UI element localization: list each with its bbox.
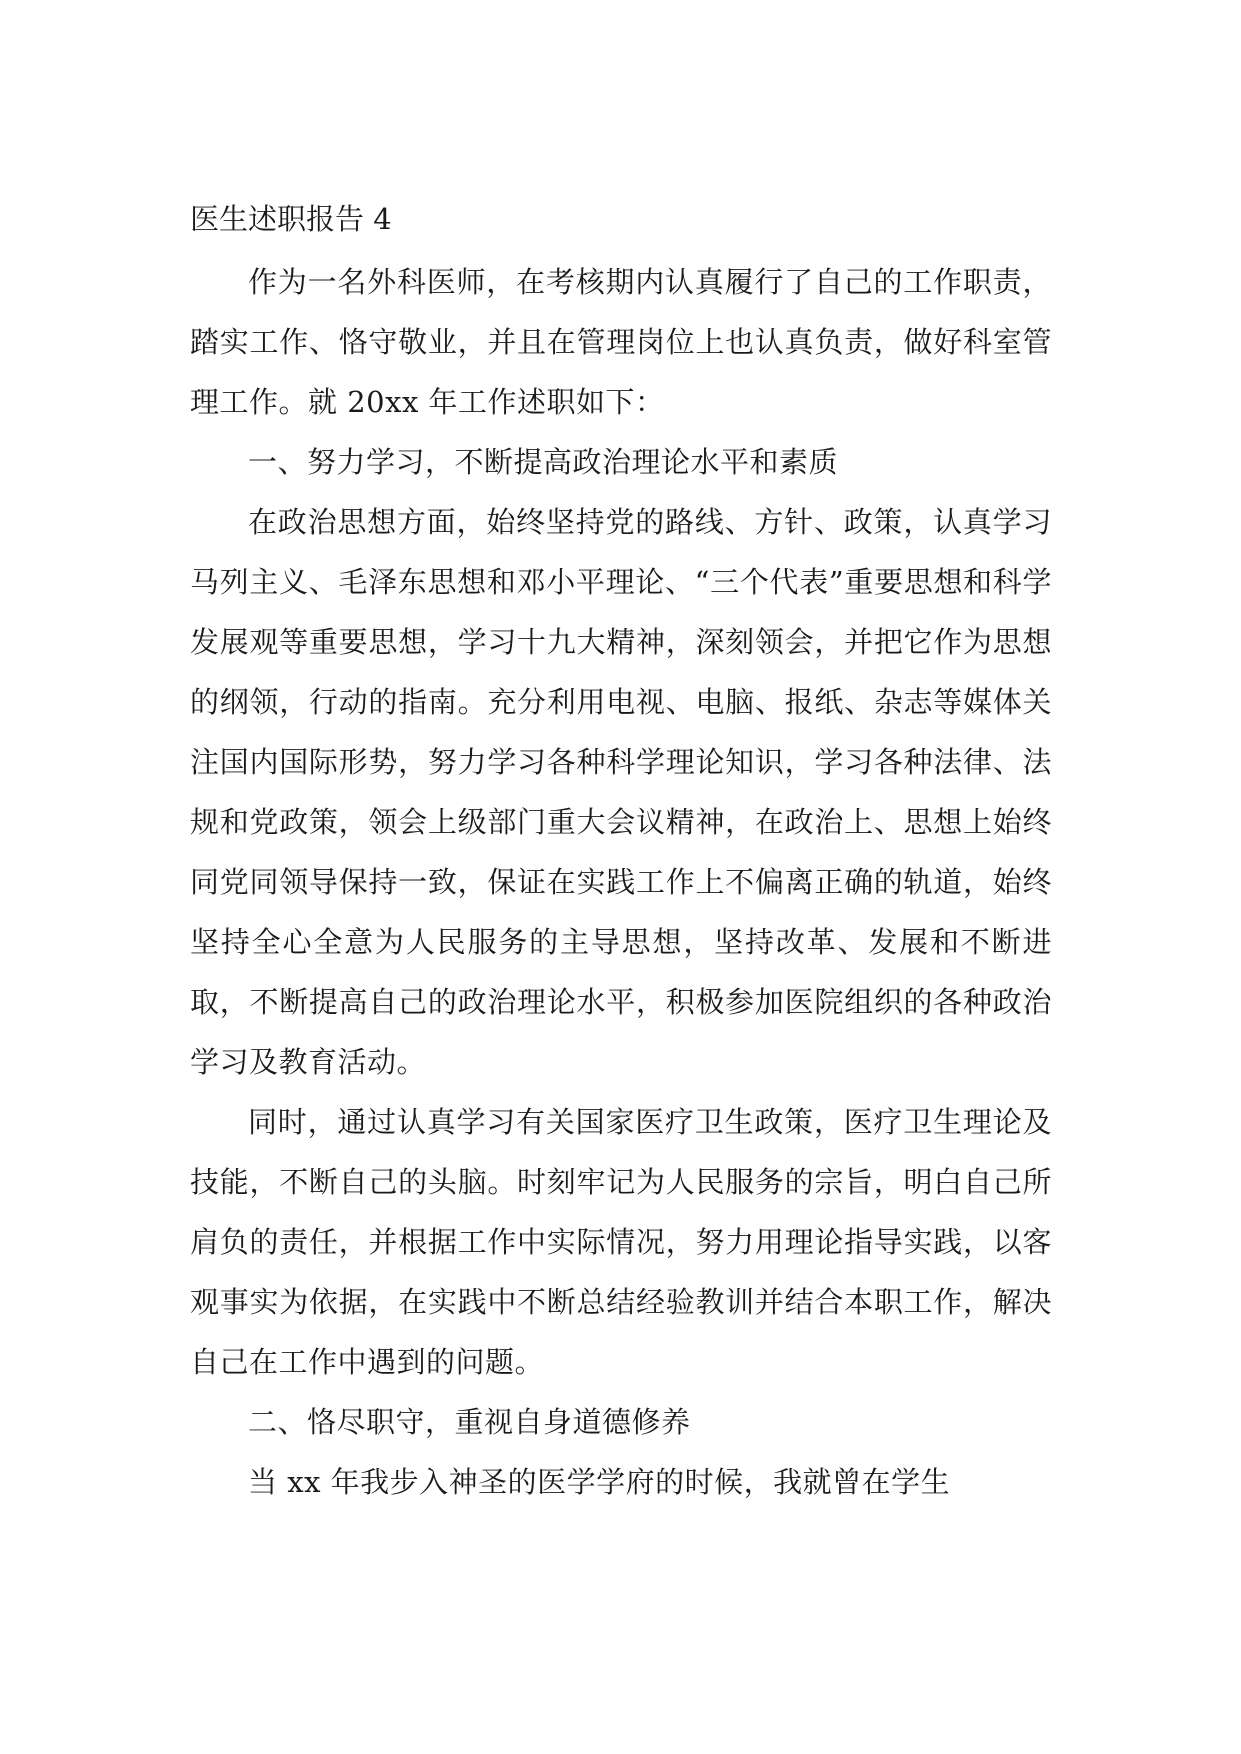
section-heading-2: 二、恪尽职守，重视自身道德修养: [248, 1405, 691, 1439]
paragraph-medical-policy: 同时，通过认真学习有关国家医疗卫生政策，医疗卫生理论及技能，不断自己的头脑。时刻牢记为人民服务的宗旨，明白自己所肩负的责任，并根据工作中实际情况，努力用理论指导实践，以客观事实为依据，在实践中不断总结经验教训并结合本职工作，解决自己在工作中遇到的问题。: [190, 1105, 1052, 1379]
paragraph-continued: 当 xx 年我步入神圣的医学学府的时候，我就曾在学生: [248, 1465, 951, 1499]
paragraph-political-thought: 在政治思想方面，始终坚持党的路线、方针、政策，认真学习马列主义、毛泽东思想和邓小平理论、“三个代表”重要思想和科学发展观等重要思想，学习十九大精神，深刻领会，并把它作为思想的纲领，行动的指南。充分利用电视、电脑、报纸、杂志等媒体关注国内国际形势，努力学习各种科学理论知识，学习各种法律、法规和党政策，领会上级部门重大会议精神，在政治上、思想上始终同党同领导保持一致，保证在实践工作上不偏离正确的轨道，始终坚持全心全意为人民服务的主导思想，坚持改革、发展和不断进取，不断提高自己的政治理论水平，积极参加医院组织的各种政治学习及教育活动。: [190, 505, 1052, 1079]
document-title: 医生述职报告 4: [190, 202, 392, 236]
document-body: [190, 186, 1052, 1512]
section-heading-1: 一、努力学习，不断提高政治理论水平和素质: [248, 445, 839, 479]
paragraph-intro: 作为一名外科医师，在考核期内认真履行了自己的工作职责，踏实工作、恪守敬业，并且在管理岗位上也认真负责，做好科室管理工作。就 20xx 年工作述职如下：: [190, 265, 1052, 419]
